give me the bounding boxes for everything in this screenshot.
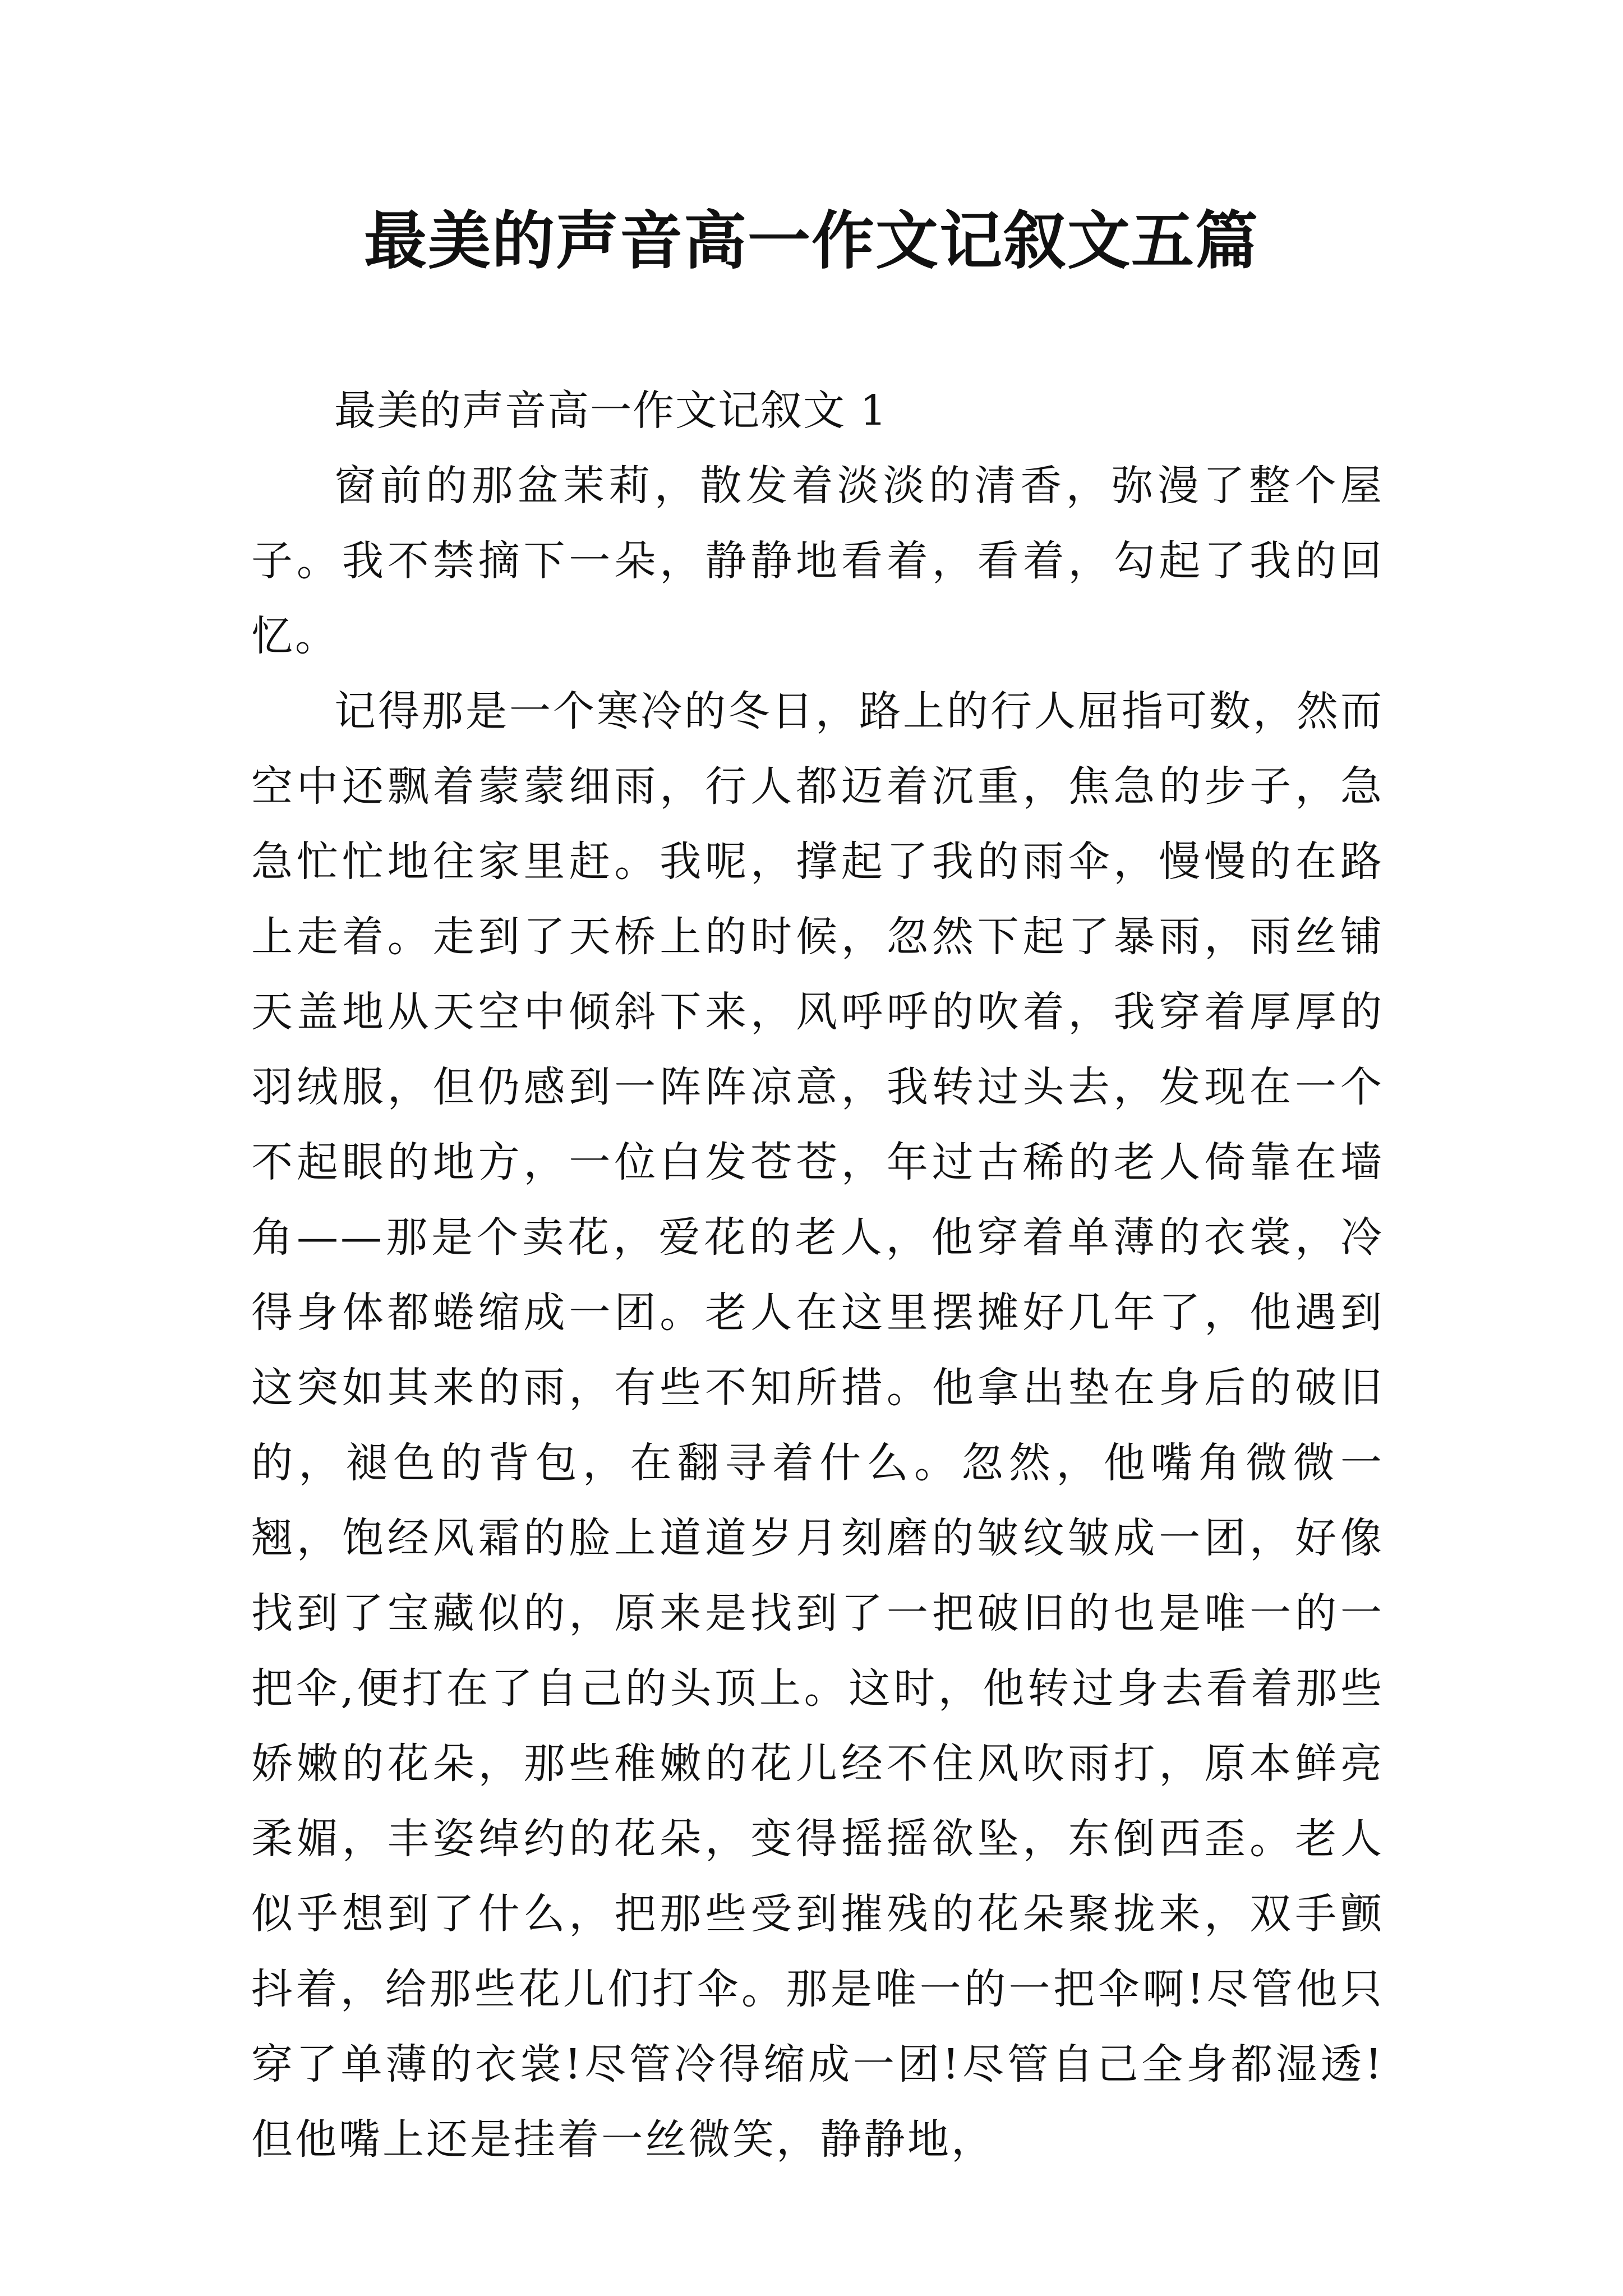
document-body — [251, 373, 1384, 2177]
paragraph: 记得那是一个寒冷的冬日，路上的行人屈指可数，然而空中还飘着蒙蒙细雨，行人都迈着沉重，焦急的步子，急急忙忙地往家里赶。我呢，撑起了我的雨伞，慢慢的在路上走着。走到了天桥上的时候，忽然下起了暴雨，雨丝铺天盖地从天空中倾斜下来，风呼呼的吹着，我穿着厚厚的羽绒服，但仍感到一阵阵凉意，我转过头去，发现在一个不起眼的地方，一位白发苍苍，年过古稀的老人倚靠在墙角——那是个卖花，爱花的老人，他穿着单薄的衣裳，冷得身体都蜷缩成一团。老人在这里摆摊好几年了，他遇到这突如其来的雨，有些不知所措。他拿出垫在身后的破旧的，褪色的背包，在翻寻着什么。忽然，他嘴角微微一翘，饱经风霜的脸上道道岁月刻磨的皱纹皱成一团，好像找到了宝藏似的，原来是找到了一把破旧的也是唯一的一把伞,便打在了自己的头顶上。这时，他转过身去看着那些娇嫩的花朵，那些稚嫩的花儿经不住风吹雨打，原本鲜亮柔媚，丰姿绰约的花朵，变得摇摇欲坠，东倒西歪。老人似乎想到了什么，把那些受到摧残的花朵聚拢来，双手颤抖着，给那些花儿们打伞。那是唯一的一把伞啊!尽管他只穿了单薄的衣裳!尽管冷得缩成一团!尽管自己全身都湿透!但他嘴上还是挂着一丝微笑，静静地， — [251, 687, 1384, 2164]
section-heading: 最美的声音高一作文记叙文 1 — [334, 386, 888, 435]
document-title: 最美的声音高一作文记叙文五篇 — [364, 204, 1259, 278]
paragraph: 窗前的那盆茉莉，散发着淡淡的清香，弥漫了整个屋子。我不禁摘下一朵，静静地看着，看着，勾起了我的回忆。 — [251, 462, 1384, 660]
